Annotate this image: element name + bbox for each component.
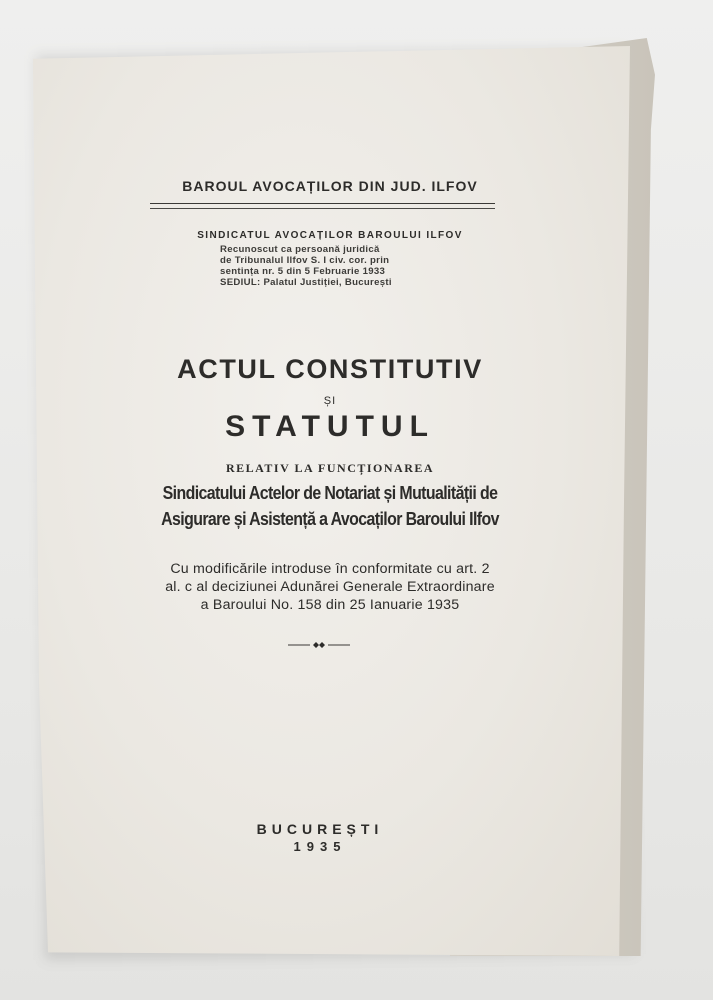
subtitle-line: Sindicatului Actelor de Notariat și Mutualității de [162, 482, 498, 503]
legal-info-line: sentința nr. 5 din 5 Februarie 1933 [220, 266, 386, 277]
main-title-line-1: ACTUL CONSTITUTIV [177, 354, 483, 384]
header-rule-thick [150, 203, 495, 204]
modification-line: a Baroului No. 158 din 25 Ianuarie 1935 [200, 597, 460, 613]
legal-info-line: SEDIUL: Palatul Justiției, București [220, 277, 392, 288]
main-title-line-2: STATUTUL [225, 410, 435, 443]
header-rule-thin [150, 208, 495, 209]
bar-association-header: BAROUL AVOCAȚILOR DIN JUD. ILFOV [182, 178, 478, 194]
title-conjunction: ȘI [323, 395, 337, 407]
syndicate-header: SINDICATUL AVOCAȚILOR BAROULUI ILFOV [197, 230, 463, 241]
subtitle-line: Asigurare și Asistență a Avocaților Baroului Ilfov [161, 508, 499, 529]
relative-line: RELATIV LA FUNCȚIONAREA [225, 461, 435, 475]
publication-year: 1935 [293, 839, 347, 854]
legal-info-line: de Tribunalul Ilfov S. I civ. cor. prin [220, 255, 390, 266]
modification-line: al. c al deciziunei Adunărei Generale Extraordinare [165, 579, 495, 595]
legal-info-line: Recunoscut ca persoană juridică [220, 244, 380, 255]
publication-city: BUCUREȘTI [256, 821, 384, 837]
modification-line: Cu modificările introduse în conformitate cu art. 2 [170, 561, 490, 577]
cover-content [30, 46, 630, 956]
ornament-divider [288, 639, 350, 651]
